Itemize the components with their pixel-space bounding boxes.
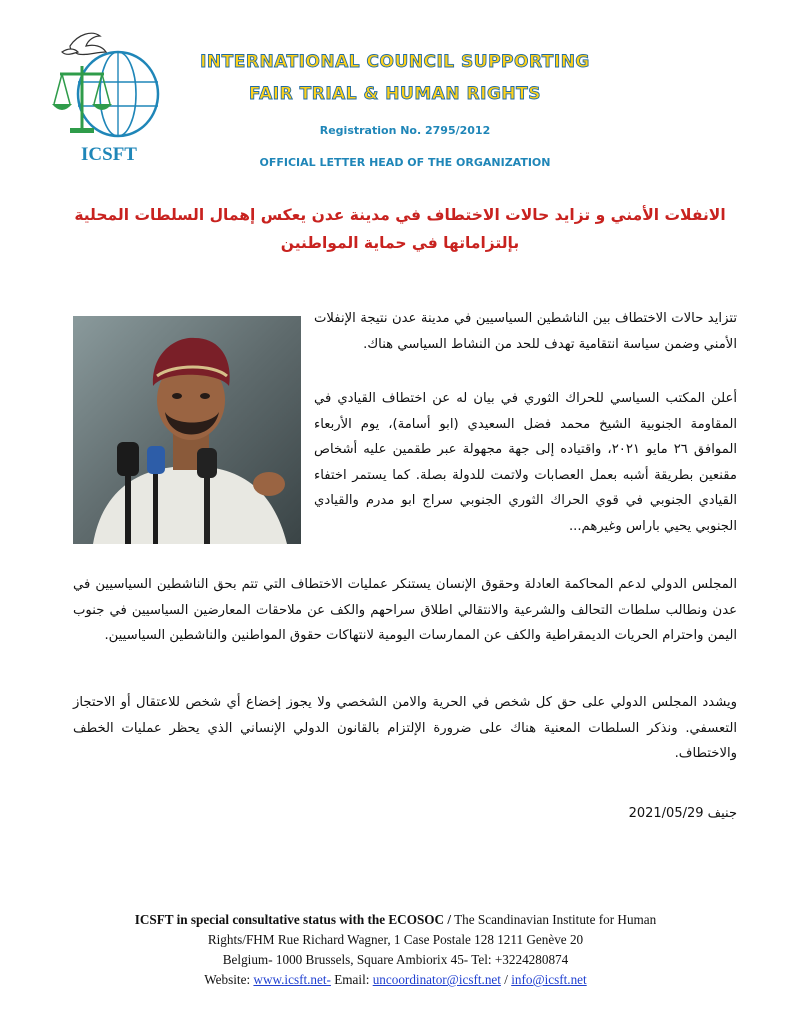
footer-line3: Belgium- 1000 Brussels, Square Ambiorix 45- Tel: +3224280874 [222, 952, 569, 967]
footer-line1 [70, 910, 721, 930]
logo-text: ICSFT [81, 144, 137, 165]
body-paragraph-2: أعلن المكتب السياسي للحراك الثوري في بيان له عن اختطاف القيادي في المقاومة الجنوبية الشيخ محمد فضل السعيدي (ابو أسامة)، يوم الأربعاء الموافق ٢٦ مايو ٢٠٢١، واقتياده إلى جهة مجهولة عبر طقمين عليه أشخاص مقنعين بطريقة أشبه بعمل العصابات ولاتمت للدولة بصلة. كما يستمر اختفاء القيادي الجنوبي في قوي الحراك الثوري الجنوبي سراج ابو مدرم والقيادي الجنوبي يحيي باراس وغيرهم... [314, 391, 738, 534]
website-link[interactable]: www.icsft.net- [253, 972, 331, 987]
organization-logo [48, 22, 166, 167]
footer-line2: Rights/FHM Rue Richard Wagner, 1 Case Postale 128 1211 Genève 20 [207, 932, 584, 947]
organization-name-line2: FAIR TRIAL & HUMAN RIGHTS [248, 84, 541, 104]
footer-line4 [70, 970, 721, 990]
footer-bold-lead: ICSFT in special consultative status with the ECOSOC / [134, 912, 452, 927]
email-link-coordinator[interactable]: uncoordinator@icsft.net [372, 972, 501, 987]
email-separator: / [500, 972, 512, 987]
signoff-date-value: 2021/05/29 [628, 806, 704, 821]
footer-line1-rest: The Scandinavian Institute for Human [451, 912, 657, 927]
signoff-place: جنيف [707, 806, 737, 821]
footer [70, 910, 721, 990]
body-paragraph-1: تتزايد حالات الاختطاف بين الناشطين السياسيين في مدينة عدن نتيجة الإنفلات الأمني وضمن سياسة انتقامية تهدف للحد من النشاط السياسي هناك. [314, 311, 737, 352]
registration-number: Registration No. 2795/2012 [319, 124, 491, 137]
organization-name-line1: INTERNATIONAL COUNCIL SUPPORTING [200, 52, 590, 72]
email-link-info[interactable]: info@icsft.net [511, 972, 587, 987]
headline-line1: الانفلات الأمني و تزايد حالات الاختطاف في مدينة عدن يعكس إهمال السلطات المحلية [74, 206, 726, 224]
email-label: Email: [330, 972, 373, 987]
signoff-date [590, 806, 737, 821]
portrait-photo [73, 316, 301, 544]
headline-line2: بإلتزاماتها في حماية المواطنين [280, 234, 520, 252]
body-paragraph-4: ويشدد المجلس الدولي على حق كل شخص في الحرية والامن الشخصي ولا يجوز إخضاع أي شخص للاعتقال أو الاحتجاز التعسفي. ونذكر السلطات المعنية هناك على ضرورة الإلتزام بالقانون الدولي الإنساني الذي يحظر عمليات الخطف والاختطاف. [73, 695, 737, 762]
website-label: Website: [204, 972, 254, 987]
letterhead-caption: OFFICIAL LETTER HEAD OF THE ORGANIZATION [259, 156, 551, 169]
scales-dove-globe-icon [48, 22, 166, 144]
body-paragraph-3: المجلس الدولي لدعم المحاكمة العادلة وحقوق الإنسان يستنكر عمليات الاختطاف التي تتم بحق الناشطين السياسيين في عدن ونطالب سلطات التحالف والشرعية والانتقالي اطلاق سراحهم والكف عن ملاحقات المعارضين السياسيين في جنوب اليمن واحترام الحريات الديمقراطية والكف عن الممارسات اليومية لانتهاكات حقوق المواطنين والناشطين السياسيين. [73, 577, 737, 644]
